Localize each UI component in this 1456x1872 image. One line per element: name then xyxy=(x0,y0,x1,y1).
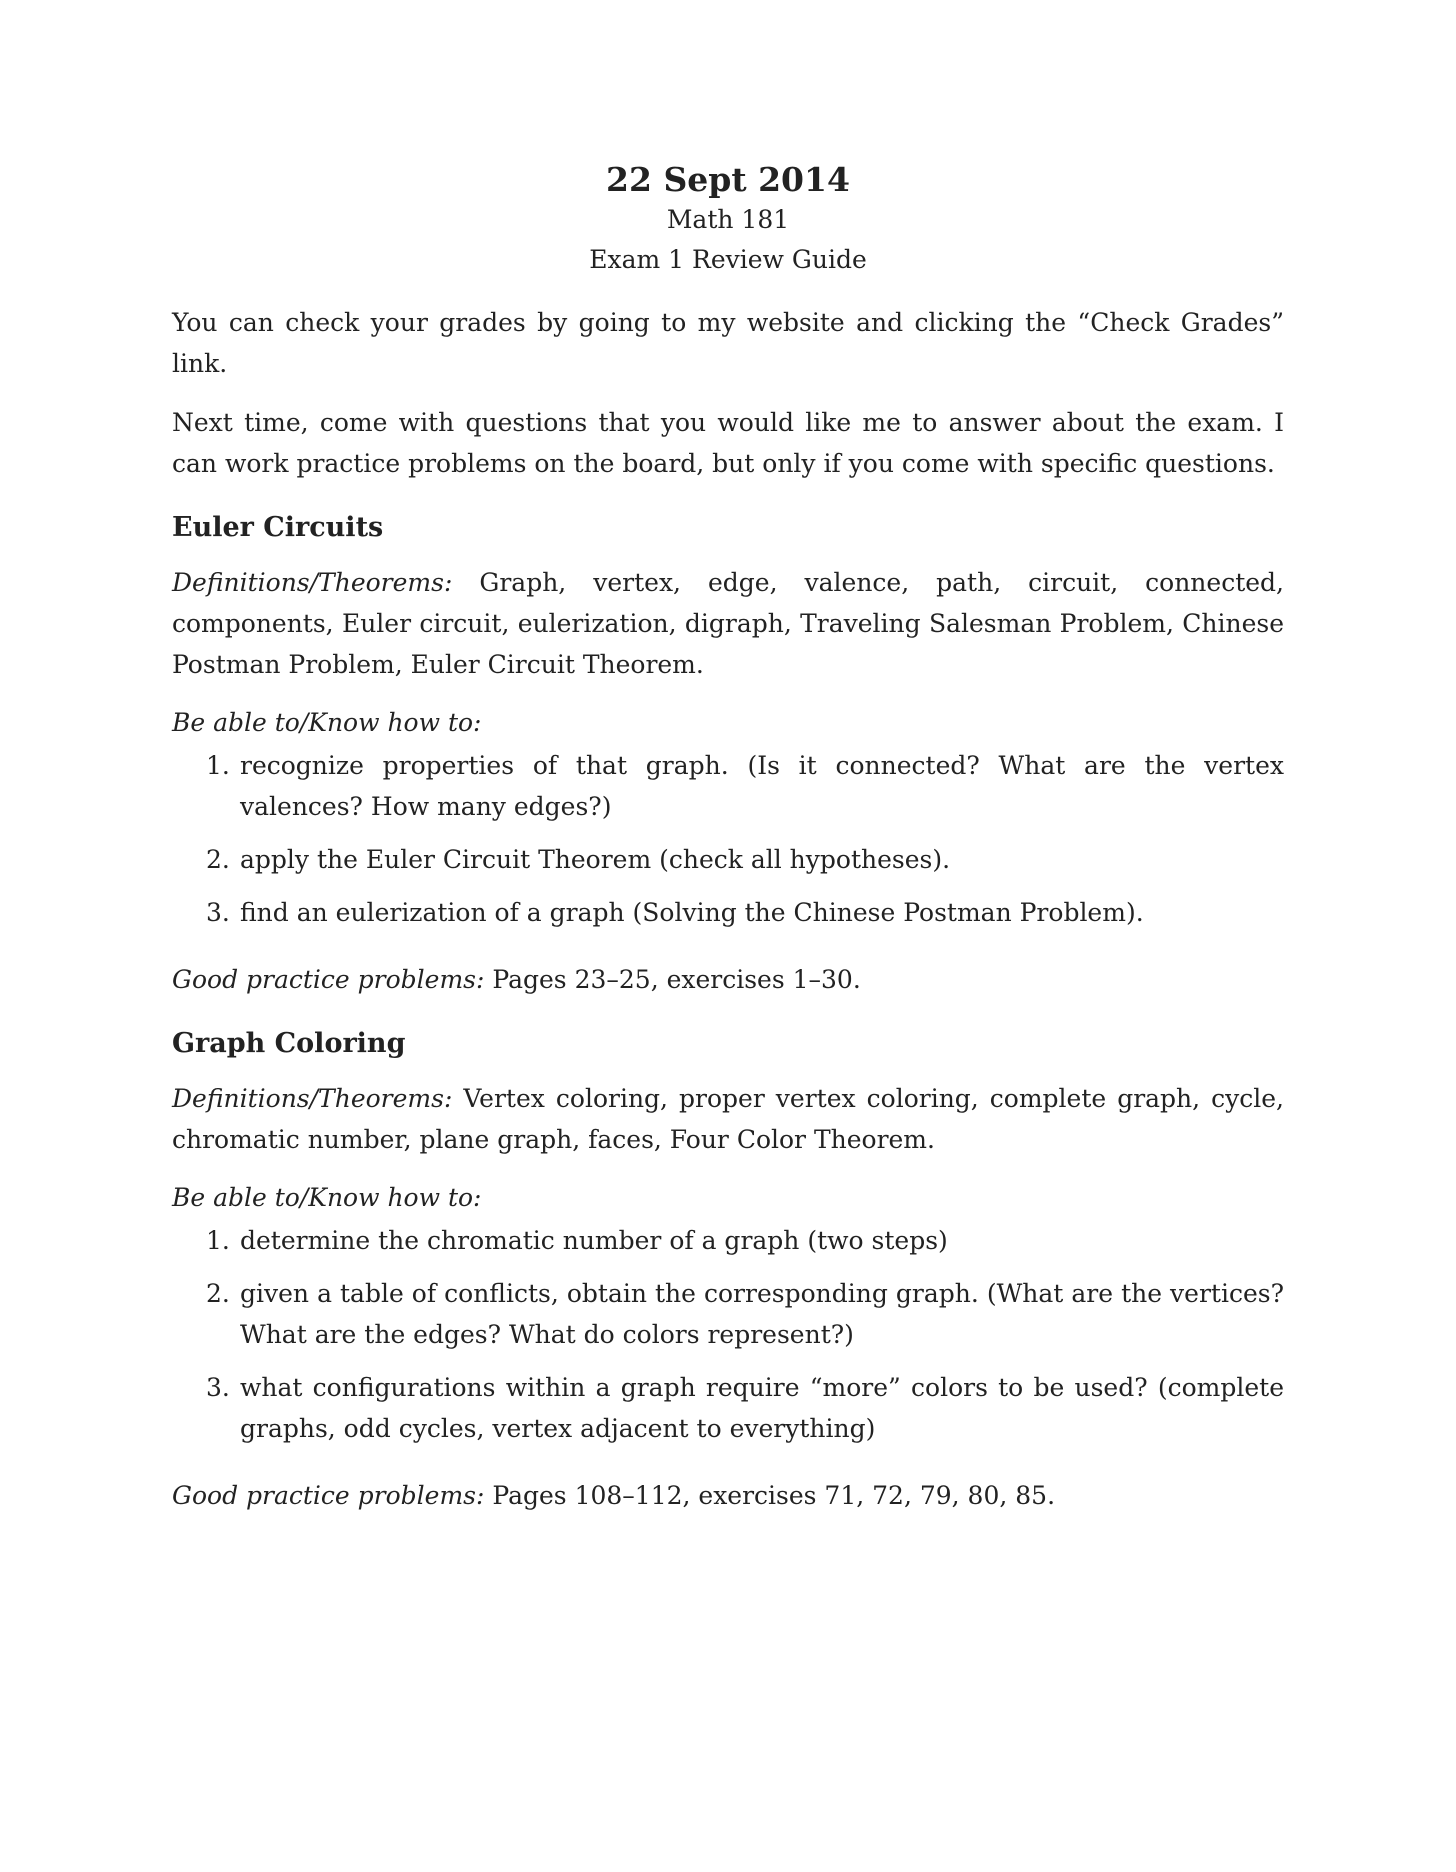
practice-text: Pages 108–112, exercises 71, 72, 79, 80, 85. xyxy=(492,1481,1056,1510)
list-item-text: determine the chromatic number of a graph (two steps) xyxy=(240,1226,948,1255)
know-how-list xyxy=(172,745,1284,933)
definitions-text: Graph, vertex, edge, valence, path, circuit, connected, components, Euler circuit, eulerization, digraph, Traveling Salesman Problem, Chinese Postman Problem, Euler Circuit Theorem. xyxy=(172,568,1284,679)
know-how-label: Be able to/Know how to: xyxy=(172,1183,482,1212)
list-item-text: apply the Euler Circuit Theorem (check all hypotheses). xyxy=(240,845,951,874)
definitions-paragraph xyxy=(172,1078,1284,1160)
definitions-paragraph xyxy=(172,562,1284,685)
list-item xyxy=(172,1273,1284,1355)
list-item-text: find an eulerization of a graph (Solving the Chinese Postman Problem). xyxy=(240,898,1144,927)
section-title-euler-circuits: Euler Circuits xyxy=(172,512,384,543)
list-item-text: recognize properties of that graph. (Is it connected? What are the vertex valences? How many edges?) xyxy=(240,751,1284,821)
section-title-graph-coloring: Graph Coloring xyxy=(172,1028,406,1059)
intro-paragraph-questions: Next time, come with questions that you would like me to answer about the exam. I can work practice problems on the board, but only if you come with specific questions. xyxy=(172,408,1284,478)
know-how-label: Be able to/Know how to: xyxy=(172,708,482,737)
list-item xyxy=(172,892,1284,933)
practice-text: Pages 23–25, exercises 1–30. xyxy=(492,965,861,994)
list-item xyxy=(172,1220,1284,1261)
list-item-number: 1. xyxy=(206,751,230,780)
list-item-number: 2. xyxy=(206,1279,230,1308)
review-guide-page xyxy=(172,160,1284,1534)
definitions-text: Vertex coloring, proper vertex coloring, complete graph, cycle, chromatic number, plane graph, faces, Four Color Theorem. xyxy=(172,1084,1284,1154)
list-item-number: 2. xyxy=(206,845,230,874)
list-item-number: 3. xyxy=(206,1373,230,1402)
document-subtitle: Exam 1 Review Guide xyxy=(589,245,867,274)
intro-paragraph-grades: You can check your grades by going to my website and clicking the “Check Grades” link. xyxy=(172,308,1284,378)
list-item xyxy=(172,839,1284,880)
practice-problems-paragraph xyxy=(172,1475,1284,1516)
list-item-text: what configurations within a graph require “more” colors to be used? (complete graphs, odd cycles, vertex adjacent to everything) xyxy=(240,1373,1284,1443)
know-how-list xyxy=(172,1220,1284,1449)
course-name: Math 181 xyxy=(666,205,790,234)
list-item xyxy=(172,745,1284,827)
list-item-text: given a table of conflicts, obtain the corresponding graph. (What are the vertices? What are the edges? What do colors represent?) xyxy=(240,1279,1284,1349)
list-item-number: 3. xyxy=(206,898,230,927)
definitions-label: Definitions/Theorems: xyxy=(172,568,453,597)
list-item-number: 1. xyxy=(206,1226,230,1255)
list-item xyxy=(172,1367,1284,1449)
practice-problems-paragraph xyxy=(172,959,1284,1000)
practice-label: Good practice problems: xyxy=(172,965,485,994)
document-header xyxy=(172,160,1284,280)
document-date: 22 Sept 2014 xyxy=(606,160,850,199)
practice-label: Good practice problems: xyxy=(172,1481,485,1510)
definitions-label: Definitions/Theorems: xyxy=(172,1084,453,1113)
